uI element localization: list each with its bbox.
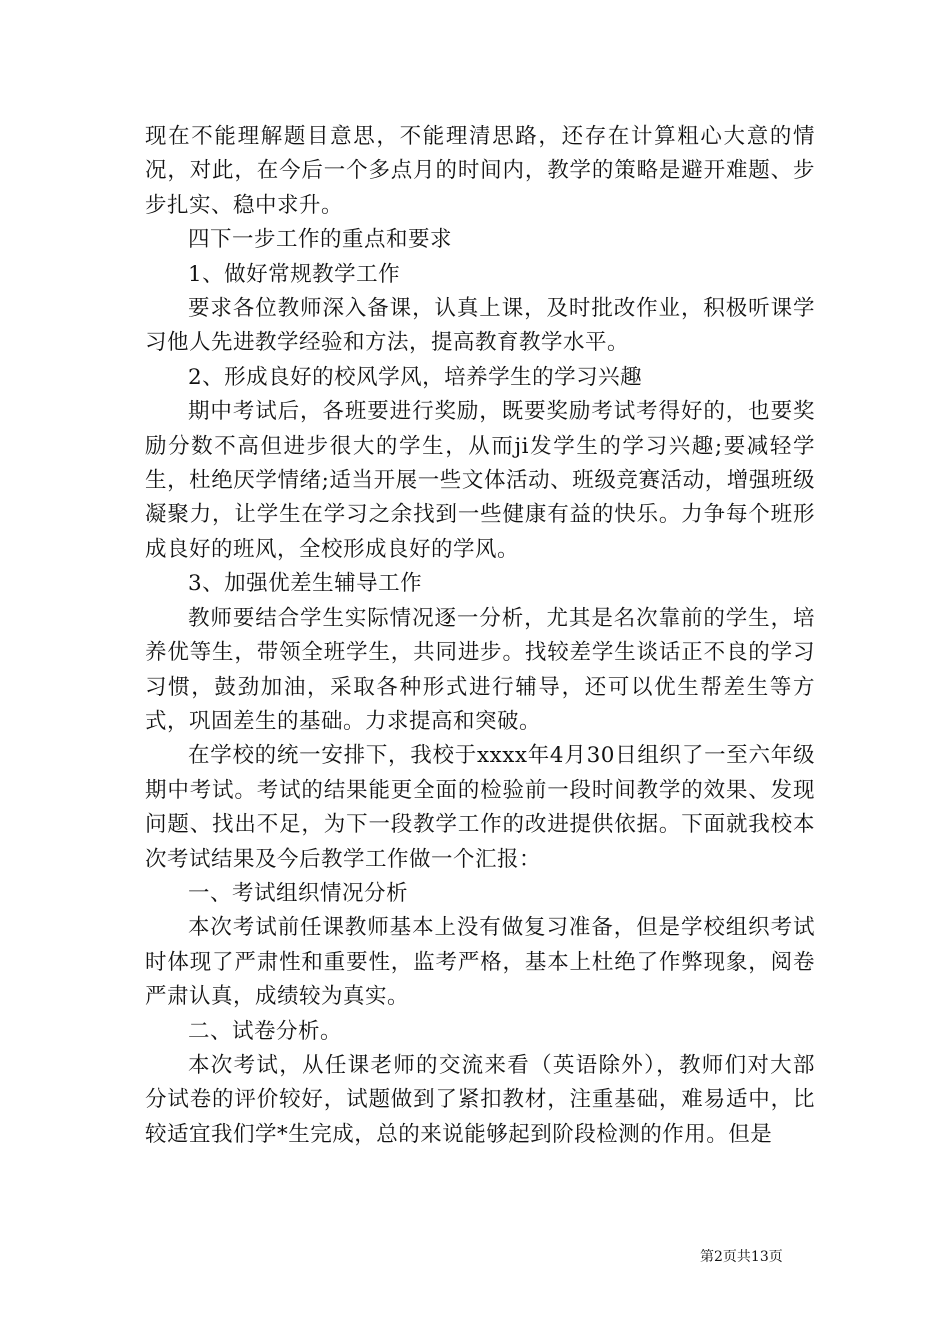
subheading-routine-teaching: 1、做好常规教学工作 (188, 261, 401, 287)
paragraph-paper-analysis: 本次考试，从任课老师的交流来看（英语除外），教师们对大部分试卷的评价较好，试题做到了紧扣教材，注重基础，难易适中，比较适宜我们学*生完成，总的来说能够起到阶段检测的作用。但是 (145, 1052, 815, 1147)
document-page (145, 120, 815, 1280)
subheading-tutoring: 3、加强优差生辅导工作 (188, 571, 423, 597)
paragraph-tutoring: 教师要结合学生实际情况逐一分析，尤其是名次靠前的学生，培养优等生，带领全班学生，共同进步。找较差学生谈话正不良的学习习惯，鼓劲加油，采取各种形式进行辅导，还可以优生帮差生等方式，巩固差生的基础。力求提高和突破。 (145, 605, 815, 734)
page-number-footer: 第2页共13页 (700, 1249, 783, 1265)
paragraph-continuation: 现在不能理解题目意思，不能理清思路，还存在计算粗心大意的情况，对此，在今后一个多点月的时间内，教学的策略是避开难题、步步扎实、稳中求升。 (145, 124, 815, 218)
section-heading-next-steps: 四下一步工作的重点和要求 (188, 227, 453, 253)
section-heading-exam-organization: 一、考试组织情况分析 (188, 880, 409, 906)
paragraph-school-spirit: 期中考试后，各班要进行奖励，既要奖励考试考得好的，也要奖励分数不高但进步很大的学生，从而ji发学生的学习兴趣;要减轻学生，杜绝厌学情绪;适当开展一些文体活动、班级竞赛活动，增强班级凝聚力，让学生在学习之余找到一些健康有益的快乐。力争每个班形成良好的班风，全校形成良好的学风。 (145, 399, 815, 562)
subheading-school-spirit: 2、形成良好的校风学风，培养学生的学习兴趣 (188, 364, 643, 390)
paragraph-exam-organization: 本次考试前任课教师基本上没有做复习准备，但是学校组织考试时体现了严肃性和重要性，监考严格，基本上杜绝了作弊现象，阅卷严肃认真，成绩较为真实。 (145, 915, 815, 1010)
paragraph-exam-intro: 在学校的统一安排下，我校于xxxx年4月30日组织了一至六年级期中考试。考试的结果能更全面的检验前一段时间教学的效果、发现问题、找出不足，为下一段教学工作的改进提供依据。下面就我校本次考试结果及今后教学工作做一个汇报： (145, 743, 815, 872)
paragraph-routine-teaching: 要求各位教师深入备课，认真上课，及时批改作业，积极听课学习他人先进教学经验和方法，提高教育教学水平。 (145, 296, 815, 356)
section-heading-paper-analysis: 二、试卷分析。 (188, 1018, 343, 1044)
